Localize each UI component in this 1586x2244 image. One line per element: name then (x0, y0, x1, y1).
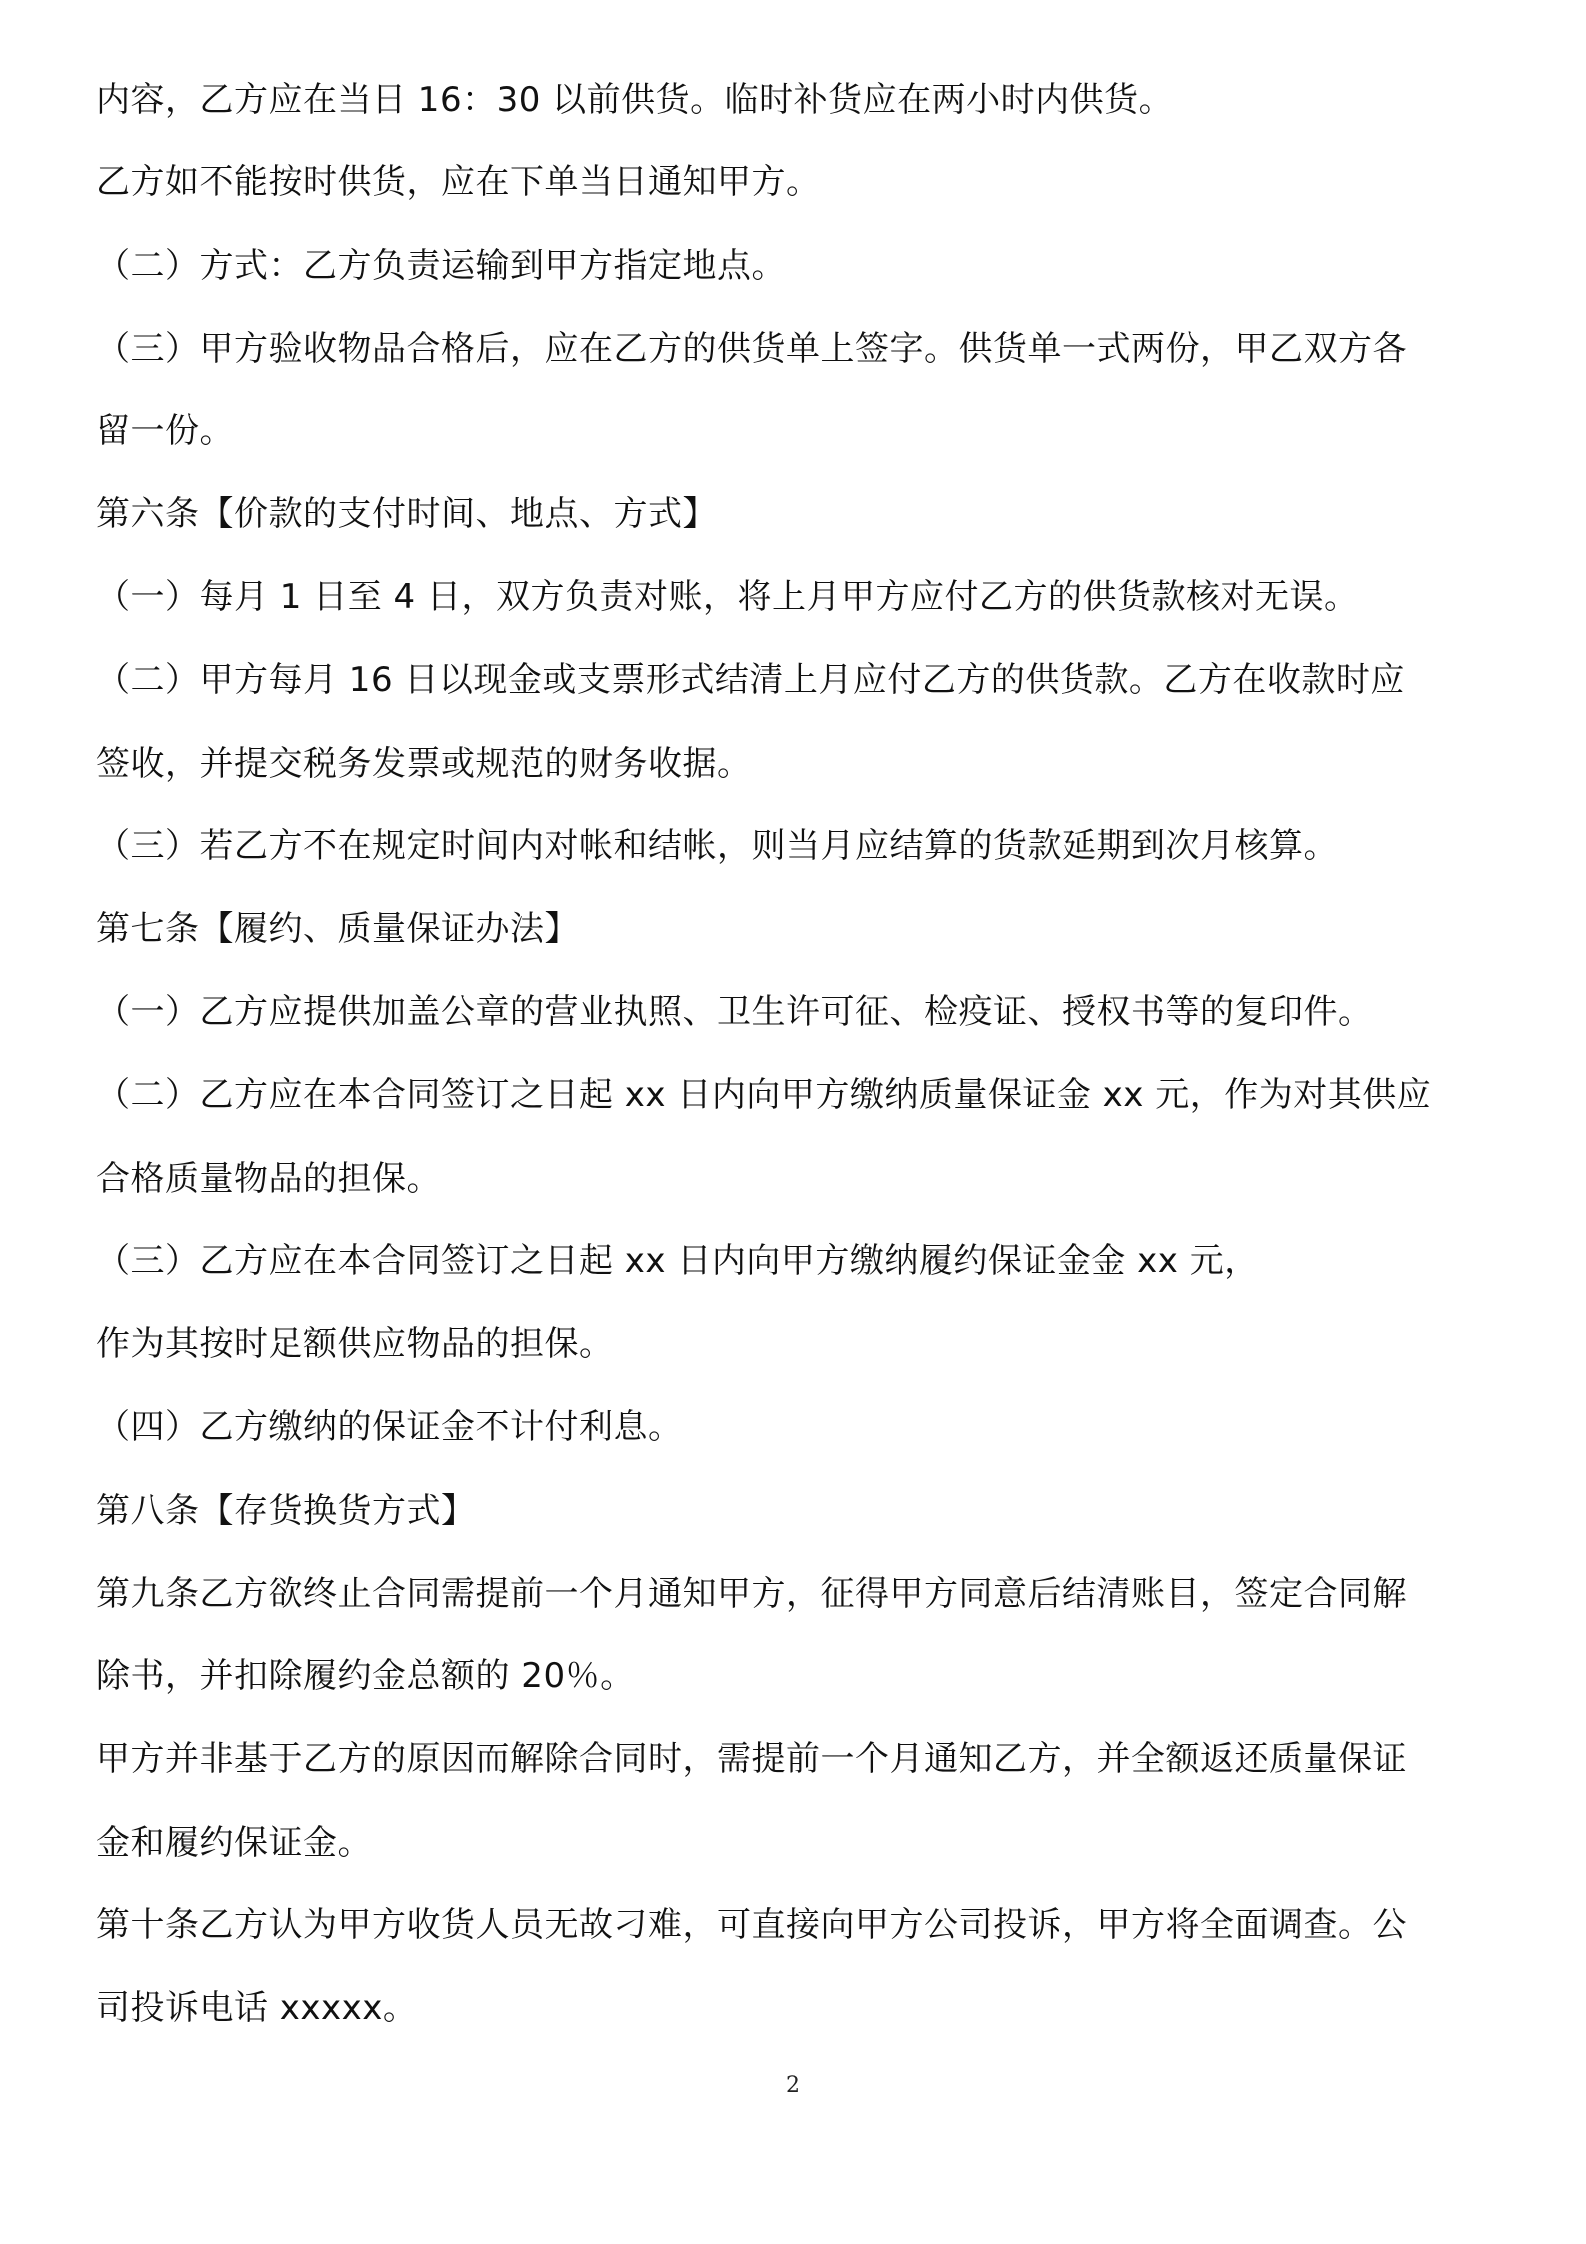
page-number: 2 (786, 2073, 800, 2098)
text-line: 留一份。 (96, 411, 234, 451)
text-line: （三）若乙方不在规定时间内对帐和结帐，则当月应结算的货款延期到次月核算。 (96, 826, 1338, 866)
text-line: （二）方式：乙方负责运输到甲方指定地点。 (96, 246, 786, 286)
text-line: 第十条乙方认为甲方收货人员无故刁难，可直接向甲方公司投诉，甲方将全面调查。公 (96, 1905, 1407, 1945)
text-line: 除书，并扣除履约金总额的 20％。 (96, 1656, 635, 1696)
text-line: 合格质量物品的担保。 (96, 1159, 441, 1199)
section-heading: 第七条【履约、质量保证办法】 (96, 909, 579, 949)
text-line: 作为其按时足额供应物品的担保。 (96, 1324, 614, 1364)
text-line: （一）每月 1 日至 4 日，双方负责对账，将上月甲方应付乙方的供货款核对无误。 (96, 577, 1359, 617)
text-line: （三）甲方验收物品合格后，应在乙方的供货单上签字。供货单一式两份，甲乙双方各 (96, 329, 1407, 369)
text-line: 司投诉电话 xxxxx。 (96, 1988, 418, 2028)
text-line: 乙方如不能按时供货，应在下单当日通知甲方。 (96, 162, 821, 202)
text-line: 内容，乙方应在当日 16：30 以前供货。临时补货应在两小时内供货。 (96, 80, 1174, 120)
section-heading: 第六条【价款的支付时间、地点、方式】 (96, 494, 717, 534)
text-line: 金和履约保证金。 (96, 1823, 372, 1863)
text-line: （四）乙方缴纳的保证金不计付利息。 (96, 1407, 683, 1447)
text-line: （一）乙方应提供加盖公章的营业执照、卫生许可征、检疫证、授权书等的复印件。 (96, 992, 1373, 1032)
section-heading: 第八条【存货换货方式】 (96, 1491, 476, 1531)
text-line: 第九条乙方欲终止合同需提前一个月通知甲方，征得甲方同意后结清账目，签定合同解 (96, 1574, 1407, 1614)
text-line: 签收，并提交税务发票或规范的财务收据。 (96, 744, 752, 784)
text-line: （二）乙方应在本合同签订之日起 xx 日内向甲方缴纳质量保证金 xx 元，作为对其供应 (96, 1075, 1432, 1115)
text-line: （三）乙方应在本合同签订之日起 xx 日内向甲方缴纳履约保证金金 xx 元， (96, 1241, 1259, 1281)
text-line: （二）甲方每月 16 日以现金或支票形式结清上月应付乙方的供货款。乙方在收款时应 (96, 660, 1405, 700)
text-line: 甲方并非基于乙方的原因而解除合同时，需提前一个月通知乙方，并全额返还质量保证 (96, 1739, 1407, 1779)
